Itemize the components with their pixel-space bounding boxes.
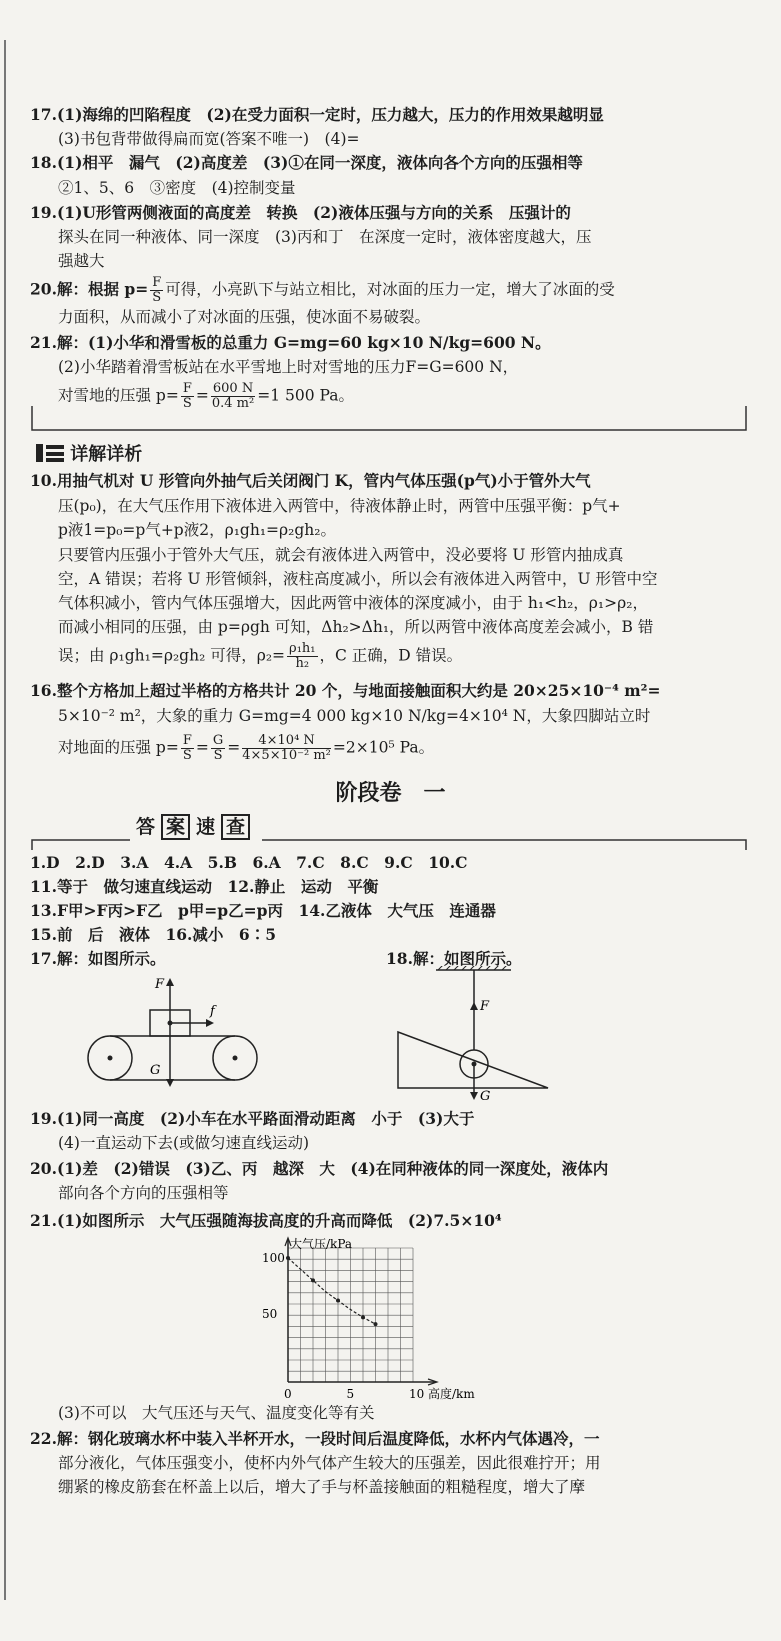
d10-line5: 空，A 错误；若将 U 形管倾斜，液柱高度减小，所以会有液体进入两管中，U 形管中空 [58,570,658,588]
d10-line8 [58,642,462,671]
d10-fraction [287,642,317,671]
q21-text1: 对雪地的压强 p= [58,386,179,405]
q20-prefix: 20.解：根据 p= [30,279,149,299]
q21-f1-den: S [182,396,192,411]
x-tick-label: 0 [284,1387,292,1401]
d10-line6: 气体积减小，管内气体压强增大，因此两管中液体的深度减小，由于 h₁<h₂，ρ₁>ρ₂， [58,594,648,612]
d16-fraction1 [181,734,194,763]
d16-f1-den: S [182,748,192,763]
conveyor-belt [88,1036,257,1080]
d10-frac-den: h₂ [295,656,310,671]
stage-q19-line1: 19.(1)同一高度 (2)小车在水平路面滑动距离 小于 (3)大于 [30,1109,475,1128]
d16-f2-num: G [212,733,224,748]
q18-line2: ②1、5、6 ③密度 (4)控制变量 [58,179,296,197]
d16-f3-num: 4×10⁴ N [242,734,331,749]
q21-eq: = [195,386,209,405]
stage-q17: 17.解：如图所示。 [30,949,166,968]
answer-box-border [30,404,750,436]
q20-rest: 可得，小亮趴下与站立相比，对冰面的压力一定，增大了冰面的受 [165,280,615,299]
header-char-2: 案 [161,814,190,840]
stage-row3: 13.F甲>F丙>F乙 p甲=p乙=p丙 14.乙液体 大气压 连通器 [30,901,496,920]
d10-line2: 压(p₀)，在大气压作用下液体进入两管中，待液体静止时，两管中压强平衡：p气+ [58,497,621,515]
stage-q20-line2: 部向各个方向的压强相等 [58,1184,229,1202]
left-margin-rule [4,40,6,1600]
pressure-curve [288,1258,376,1324]
q17-line1: 17.(1)海绵的凹陷程度 (2)在受力面积一定时，压力越大，压力的作用效果越明显 [30,105,604,124]
detail-section-title [36,440,142,466]
header-char-4: 查 [221,814,250,840]
d16-f2-den: S [213,748,223,763]
stage-q22-line3: 绷紧的橡皮筋套在杯盖上以后，增大了手与杯盖接触面的粗糙程度，增大了摩 [58,1478,586,1496]
x-axis-label: 高度/km [428,1387,475,1401]
q21-result: =1 500 Pa。 [257,386,354,405]
d10-line4: 只要管内压强小于管外大气压，就会有液体进入两管中，没必要将 U 形管内抽成真 [58,546,624,564]
label-G: G [480,1089,491,1104]
q21-f2-den: 0.4 m² [211,396,255,411]
stage-title: 阶段卷 一 [335,781,446,806]
label-F: F [480,999,490,1014]
y-tick-label: 100 [262,1251,285,1265]
section-bars-icon [36,443,64,463]
y-axis-label: 大气压/kPa [290,1237,353,1251]
q19-line1: 19.(1)U形管两侧液面的高度差 转换 (2)液体压强与方向的关系 压强计的 [30,203,571,222]
d10-line7: 而减小相同的压强，由 p=ρgh 可知，Δh₂>Δh₁，所以两管中液体高度差会减小，B 错 [58,618,654,636]
figure-17-conveyor [80,970,280,1095]
d16-line2: 5×10⁻² m²，大象的重力 G=mg=4 000 kg×10 N/kg=4×10⁴ N，大象四脚站立时 [58,707,651,725]
stage-row1: 1.D 2.D 3.A 4.A 5.B 6.A 7.C 8.C 9.C 10.C [30,853,468,872]
stage-row4: 15.前 后 液体 16.减小 6∶5 [30,925,277,944]
incline [398,1032,548,1088]
figure-18-incline [396,966,561,1106]
y-tick-label: 50 [262,1307,278,1321]
d16-text: 对地面的压强 p= [58,738,179,757]
d10-line3: p液1=p₀=p气+p液2，ρ₁gh₁=ρ₂gh₂。 [58,521,336,539]
q20-fraction [150,276,163,305]
data-point [311,1278,315,1282]
label-F: F [155,977,165,992]
force-F-arrow [470,1002,478,1010]
d16-result: =2×10⁵ Pa。 [332,738,435,757]
q21-f2-num: 600 N [212,381,254,396]
stage-q19-line2: (4)一直运动下去(或做匀速直线运动) [58,1134,310,1152]
data-point [336,1299,340,1303]
stage-q21-line3: (3)不可以 大气压还与天气、温度变化等有关 [58,1404,375,1422]
q20-line2: 力面积，从而减小了对冰面的压强，使冰面不易破裂。 [58,308,431,326]
q21-line1: 21.解：(1)小华和滑雪板的总重力 G=mg=60 kg×10 N/kg=600 N。 [30,333,551,352]
stage-q20-line1: 20.(1)差 (2)错误 (3)乙、丙 越深 大 (4)在同种液体的同一深度处，液体内 [30,1159,609,1178]
d10-text: 误；由 ρ₁gh₁=ρ₂gh₂ 可得，ρ₂= [58,646,286,665]
q17-line2: (3)书包背带做得扁而宽(答案不唯一) (4)= [58,130,360,148]
stage-q18: 18.解：如图所示。 [386,949,522,968]
stage-q22-line1: 22.解：钢化玻璃水杯中装入半杯开水，一段时间后温度降低，水杯内气体遇冷，一 [30,1429,600,1448]
chart-points [286,1256,378,1326]
chart-ticks [262,1251,424,1401]
q20-frac-den: S [152,290,162,305]
header-char-3: 速 [196,816,216,838]
detail-title-text: 详解详析 [70,444,143,465]
d16-f3-den: 4×5×10⁻² m² [242,748,331,763]
stage-q22-line2: 部分液化，气体压强变小，使杯内外气体产生较大的压强差，因此很难拧开；用 [58,1454,601,1472]
q19-line2: 探头在同一种液体、同一深度 (3)丙和丁 在深度一定时，液体密度越大，压 [58,228,592,246]
d16-line3 [58,734,434,763]
data-point [361,1315,365,1319]
quick-answer-header [132,812,252,840]
x-tick-label: 10 [409,1387,425,1401]
d10-rest: ，C 正确，D 错误。 [319,646,463,665]
label-f: f [210,1004,215,1019]
stage-q21-line1: 21.(1)如图所示 大气压强随海拔高度的升高而降低 (2)7.5×10⁴ [30,1211,502,1230]
d16-f1-num: F [182,733,192,748]
q18-line1: 18.(1)相平 漏气 (2)高度差 (3)①在同一深度，液体向各个方向的压强相等 [30,153,583,172]
q21-line2: (2)小华踏着滑雪板站在水平雪地上时对雪地的压力F=G=600 N， [58,358,519,376]
d16-line1: 16.整个方格加上超过半格的方格共计 20 个，与地面接触面积大约是 20×25×10⁻⁴ m²= [30,681,661,700]
d16-fraction3 [242,734,331,763]
stage-row2: 11.等于 做匀速直线运动 12.静止 运动 平衡 [30,877,379,896]
label-G: G [150,1063,161,1078]
d16-fraction2 [211,734,225,763]
q21-f1-num: F [182,381,192,396]
d10-line1: 10.用抽气机对 U 形管向外抽气后关闭阀门 K，管内气体压强(p气)小于管外大气 [30,471,591,490]
header-char-1: 答 [136,816,156,838]
d10-frac-num: ρ₁h₁ [289,641,316,656]
data-point [286,1256,290,1260]
chart-grid [288,1248,413,1382]
d16-eq2: = [227,738,241,757]
q19-line3: 强越大 [58,252,105,270]
data-point [374,1322,378,1326]
pressure-altitude-chart [250,1234,480,1404]
q20-line1 [30,276,615,305]
d16-eq1: = [195,738,209,757]
q20-frac-num: F [152,275,162,290]
x-tick-label: 5 [346,1387,355,1401]
